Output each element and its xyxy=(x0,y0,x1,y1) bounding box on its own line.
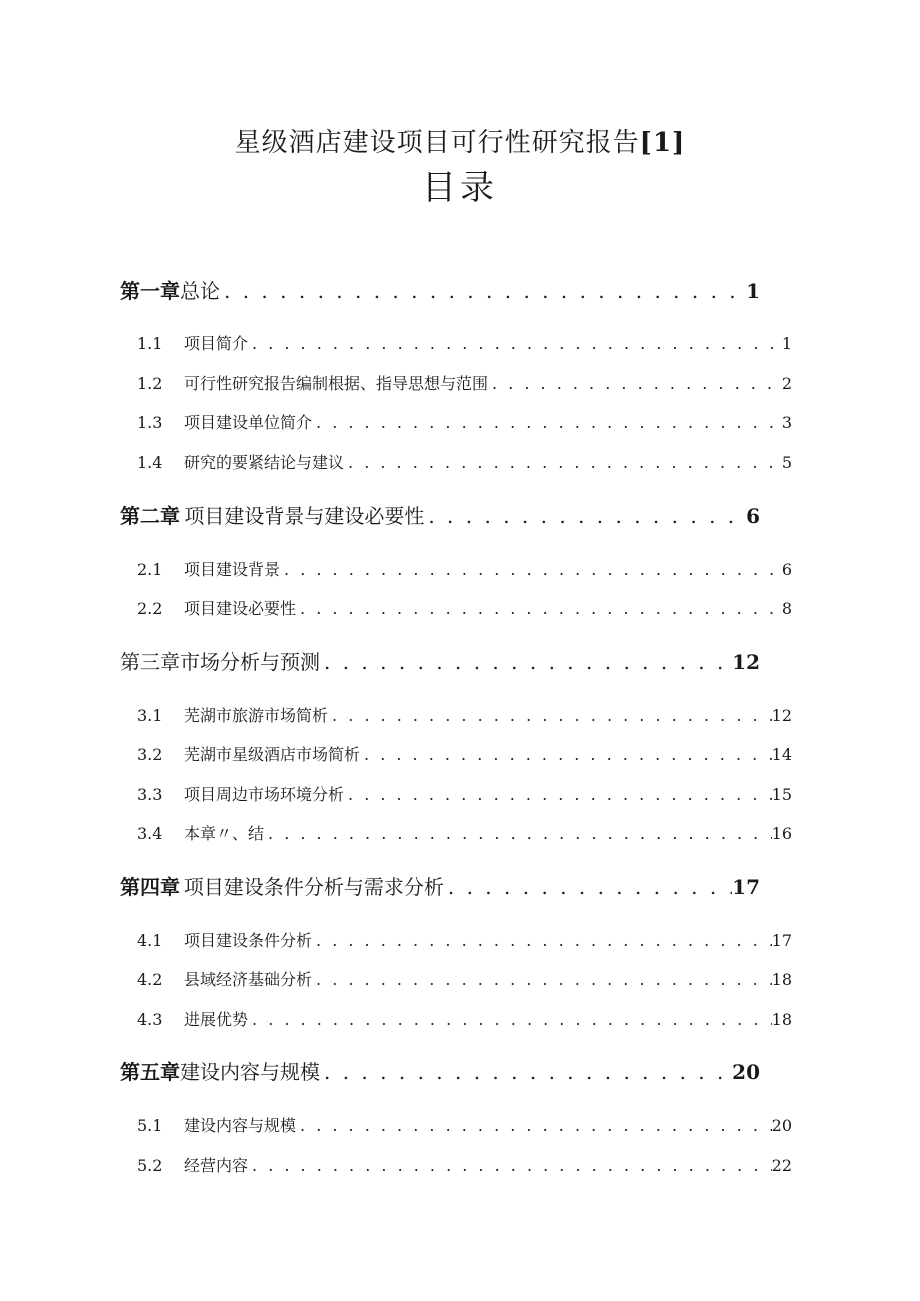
leader-dots xyxy=(312,931,772,950)
toc-section-2-1[interactable] xyxy=(137,557,792,581)
toc-chapter-2[interactable] xyxy=(120,500,760,528)
document-title-main: 星级酒店建设项目可行性研究报告 xyxy=(234,128,640,158)
toc-section-4-3[interactable] xyxy=(137,1007,792,1031)
chapter-number: 第四章 xyxy=(120,875,180,899)
toc-section-1-4[interactable] xyxy=(137,450,792,474)
section-title: 本章〃、结 xyxy=(184,824,265,843)
toc-section-1-1[interactable] xyxy=(137,331,792,355)
section-title: 县域经济基础分析 xyxy=(184,970,313,989)
page-number: 17 xyxy=(732,875,760,899)
leader-dots xyxy=(312,970,772,989)
toc-section-3-1[interactable] xyxy=(137,703,792,727)
section-number: 5.2 xyxy=(137,1156,163,1175)
leader-dots xyxy=(424,504,746,528)
chapter-number: 第五章 xyxy=(120,1060,180,1084)
section-number: 2.1 xyxy=(137,560,163,579)
chapter-title: 总论 xyxy=(180,279,220,303)
leader-dots xyxy=(264,824,772,843)
chapter-title: 项目建设条件分析与需求分析 xyxy=(183,875,444,899)
section-title: 芜湖市星级酒店市场简析 xyxy=(184,745,361,764)
page-number: 14 xyxy=(771,745,792,764)
section-number: 5.1 xyxy=(137,1116,163,1135)
leader-dots xyxy=(248,1010,772,1029)
toc-section-1-3[interactable] xyxy=(137,410,792,434)
page-number: 2 xyxy=(781,374,792,393)
leader-dots xyxy=(488,374,782,393)
leader-dots xyxy=(444,875,732,899)
section-number: 3.2 xyxy=(137,745,163,764)
section-title: 项目周边市场环境分析 xyxy=(184,785,345,804)
section-title: 项目建设单位简介 xyxy=(184,413,313,432)
page-number: 18 xyxy=(771,1010,792,1029)
page-number: 22 xyxy=(771,1156,792,1175)
section-number: 4.3 xyxy=(137,1010,163,1029)
leader-dots xyxy=(296,599,782,618)
toc-section-2-2[interactable] xyxy=(137,596,792,620)
page-number: 6 xyxy=(746,504,760,528)
toc-section-3-2[interactable] xyxy=(137,742,792,766)
chapter-number: 第二章 xyxy=(120,504,180,528)
section-title: 建设内容与规模 xyxy=(184,1116,297,1135)
page-number: 8 xyxy=(781,599,792,618)
chapter-number: 第三章 xyxy=(120,650,180,674)
toc-chapter-4[interactable] xyxy=(120,871,760,899)
page-number: 12 xyxy=(732,650,760,674)
toc-section-4-2[interactable] xyxy=(137,967,792,991)
section-number: 4.2 xyxy=(137,970,163,989)
leader-dots xyxy=(296,1116,772,1135)
toc-section-1-2[interactable] xyxy=(137,371,792,395)
leader-dots xyxy=(320,650,732,674)
page-number: 5 xyxy=(781,453,792,472)
section-number: 3.3 xyxy=(137,785,163,804)
leader-dots xyxy=(248,334,782,353)
leader-dots xyxy=(320,1060,732,1084)
section-number: 2.2 xyxy=(137,599,163,618)
section-title: 经营内容 xyxy=(184,1156,249,1175)
leader-dots xyxy=(220,279,746,303)
chapter-title: 市场分析与预测 xyxy=(180,650,320,674)
leader-dots xyxy=(248,1156,772,1175)
page-number: 17 xyxy=(771,931,792,950)
section-number: 1.3 xyxy=(137,413,163,432)
section-number: 3.1 xyxy=(137,706,163,725)
chapter-title: 项目建设背景与建设必要性 xyxy=(184,504,425,528)
page-number: 6 xyxy=(781,560,792,579)
section-title: 项目建设背景 xyxy=(184,560,281,579)
document-title xyxy=(0,122,920,159)
page-number: 16 xyxy=(771,824,792,843)
leader-dots xyxy=(312,413,782,432)
section-title: 项目建设必要性 xyxy=(184,599,297,618)
toc-heading: 目录 xyxy=(422,168,498,208)
document-title-suffix: [1] xyxy=(639,128,686,158)
leader-dots xyxy=(360,745,772,764)
section-title: 项目建设条件分析 xyxy=(184,931,313,950)
toc-section-4-1[interactable] xyxy=(137,928,792,952)
toc-section-5-1[interactable] xyxy=(137,1113,792,1137)
chapter-number: 第一章 xyxy=(120,279,180,303)
section-title: 研究的要紧结论与建议 xyxy=(184,453,345,472)
leader-dots xyxy=(328,706,772,725)
section-number: 1.2 xyxy=(137,374,163,393)
section-title: 可行性研究报告编制根据、指导思想与范围 xyxy=(184,374,489,393)
page-number: 3 xyxy=(781,413,792,432)
toc-section-3-4[interactable] xyxy=(137,821,792,845)
section-number: 4.1 xyxy=(137,931,163,950)
page-number: 18 xyxy=(771,970,792,989)
toc-chapter-1[interactable] xyxy=(120,275,760,303)
leader-dots xyxy=(344,785,772,804)
page-number: 15 xyxy=(771,785,792,804)
section-number: 1.4 xyxy=(137,453,163,472)
page-number: 1 xyxy=(746,279,760,303)
toc-chapter-5[interactable] xyxy=(120,1056,760,1084)
section-number: 1.1 xyxy=(137,334,163,353)
page-number: 20 xyxy=(732,1060,760,1084)
page-number: 12 xyxy=(771,706,792,725)
leader-dots xyxy=(344,453,782,472)
toc-chapter-3[interactable] xyxy=(120,646,760,674)
section-number: 3.4 xyxy=(137,824,163,843)
leader-dots xyxy=(280,560,782,579)
page-number: 1 xyxy=(781,334,792,353)
section-title: 芜湖市旅游市场简析 xyxy=(184,706,329,725)
toc-section-3-3[interactable] xyxy=(137,782,792,806)
toc-section-5-2[interactable] xyxy=(137,1153,792,1177)
section-title: 进展优势 xyxy=(184,1010,249,1029)
chapter-title: 建设内容与规模 xyxy=(180,1060,320,1084)
section-title: 项目简介 xyxy=(184,334,249,353)
page-number: 20 xyxy=(771,1116,792,1135)
